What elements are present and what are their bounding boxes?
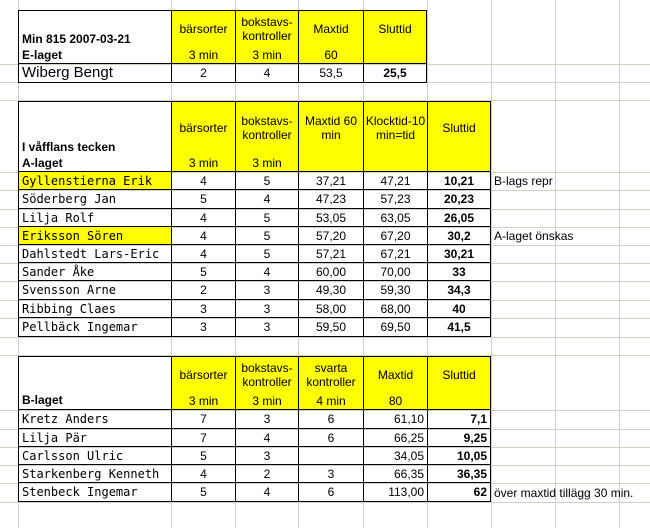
b-row-barsorter: 7 — [171, 410, 235, 429]
a-row-barsorter: 4 — [171, 227, 235, 245]
a-row-barsorter: 5 — [171, 263, 235, 281]
a-row-sluttid: 30,2 — [427, 227, 491, 245]
a-row-barsorter: 2 — [171, 281, 235, 300]
a-row-maxtid: 57,20 — [298, 227, 363, 245]
a-row-maxtid: 60,00 — [298, 263, 363, 281]
a-row-barsorter: 5 — [171, 190, 235, 209]
e-team-label: E-laget — [18, 46, 171, 64]
b-row-name: Starkenberg Kenneth — [18, 465, 171, 483]
b-row-name: Stenbeck Ingemar — [18, 483, 171, 502]
e-row-name: Wiberg Bengt — [18, 64, 171, 83]
a-sub-bokstav: 3 min — [235, 154, 298, 172]
e-row-barsorter: 2 — [171, 64, 235, 83]
a-row-sluttid: 41,5 — [427, 318, 491, 337]
b-row-maxtid: 61,10 — [363, 410, 427, 429]
a-row-name: Söderberg Jan — [18, 190, 171, 209]
b-sub-bokstav: 3 min — [235, 392, 298, 410]
a-row-name: Ribbing Claes — [18, 300, 171, 318]
a-row-sluttid: 26,05 — [427, 209, 491, 227]
b-header-svarta: svarta kontroller — [298, 356, 363, 392]
b-header-sluttid: Sluttid — [427, 356, 491, 392]
a-row-maxtid: 57,21 — [298, 245, 363, 263]
b-row-maxtid: 66,25 — [363, 429, 427, 447]
a-sub-maxtid — [298, 154, 363, 172]
a-row-bokstav: 5 — [235, 172, 298, 190]
e-sub-sluttid — [363, 46, 427, 64]
b-header-bokstav: bokstavs-kontroller — [235, 356, 298, 392]
a-row-name: Dahlstedt Lars-Eric — [18, 245, 171, 263]
e-sub-maxtid: 60 — [298, 46, 363, 64]
b-row-maxtid: 34,05 — [363, 447, 427, 465]
b-row-svarta: 6 — [298, 483, 363, 502]
a-header-sluttid: Sluttid — [427, 101, 491, 154]
a-row-klocktid: 70,00 — [363, 263, 427, 281]
b-row-svarta: 6 — [298, 429, 363, 447]
a-row-bokstav: 5 — [235, 227, 298, 245]
b-row-maxtid: 66,35 — [363, 465, 427, 483]
b-row-name: Lilja Pär — [18, 429, 171, 447]
e-section-title: Min 815 2007-03-21 — [18, 10, 171, 64]
a-row-barsorter: 4 — [171, 209, 235, 227]
a-section-title: I våfflans tecken — [18, 101, 171, 154]
b-row-name: Carlsson Ulric — [18, 447, 171, 465]
b-header-maxtid: Maxtid — [363, 356, 427, 392]
b-row-name: Kretz Anders — [18, 410, 171, 429]
e-header-barsorter: bärsorter — [171, 10, 235, 46]
a-row-bokstav: 3 — [235, 281, 298, 300]
b-row-sluttid: 9,25 — [427, 429, 491, 447]
a-team-label: A-laget — [18, 154, 171, 172]
e-header-sluttid: Sluttid — [363, 10, 427, 46]
a-row-maxtid: 59,50 — [298, 318, 363, 337]
a-row-klocktid: 63,05 — [363, 209, 427, 227]
a-row-bokstav: 5 — [235, 209, 298, 227]
a-row-maxtid: 37,21 — [298, 172, 363, 190]
b-row-sluttid: 7,1 — [427, 410, 491, 429]
b-row-barsorter: 5 — [171, 447, 235, 465]
a-row-name: Eriksson Sören — [18, 227, 171, 245]
a-row-bokstav: 4 — [235, 263, 298, 281]
a-sub-klocktid — [363, 154, 427, 172]
b-row-bokstav: 2 — [235, 465, 298, 483]
b-sub-barsorter: 3 min — [171, 392, 235, 410]
b-row-bokstav: 4 — [235, 483, 298, 502]
b-sub-sluttid — [427, 392, 491, 410]
b-sub-maxtid: 80 — [363, 392, 427, 410]
e-row-bokstav: 4 — [235, 64, 298, 83]
b-row-sluttid: 62 — [427, 483, 491, 502]
a-row-sluttid: 20,23 — [427, 190, 491, 209]
b-sub-svarta: 4 min — [298, 392, 363, 410]
a-row-klocktid: 67,21 — [363, 245, 427, 263]
a-header-barsorter: bärsorter — [171, 101, 235, 154]
b-row-barsorter: 5 — [171, 483, 235, 502]
a-row-klocktid: 67,20 — [363, 227, 427, 245]
a-row-name: Pellbäck Ingemar — [18, 318, 171, 337]
a-row-bokstav: 3 — [235, 318, 298, 337]
a-row-bokstav: 3 — [235, 300, 298, 318]
a-row-note: A-laget önskas — [494, 229, 574, 243]
b-row-note: över maxtid tillägg 30 min. — [494, 485, 634, 500]
a-row-sluttid: 10,21 — [427, 172, 491, 190]
e-sub-barsorter: 3 min — [171, 46, 235, 64]
a-header-klocktid: Klocktid-10 min=tid — [363, 101, 427, 154]
a-row-name: Lilja Rolf — [18, 209, 171, 227]
e-sub-bokstav: 3 min — [235, 46, 298, 64]
b-row-barsorter: 4 — [171, 465, 235, 483]
b-row-maxtid: 113,00 — [363, 483, 427, 502]
b-team-label: B-laget — [18, 356, 171, 410]
a-row-maxtid: 58,00 — [298, 300, 363, 318]
a-row-klocktid: 68,00 — [363, 300, 427, 318]
e-header-bokstav: bokstavs-kontroller — [235, 10, 298, 46]
a-row-klocktid: 57,23 — [363, 190, 427, 209]
a-row-bokstav: 5 — [235, 245, 298, 263]
a-header-maxtid: Maxtid 60 min — [298, 101, 363, 154]
a-row-barsorter: 3 — [171, 318, 235, 337]
a-row-note: B-lags repr — [494, 174, 553, 188]
a-row-klocktid: 47,21 — [363, 172, 427, 190]
b-row-sluttid: 36,35 — [427, 465, 491, 483]
b-row-bokstav: 4 — [235, 429, 298, 447]
b-row-bokstav: 3 — [235, 410, 298, 429]
a-row-name: Svensson Arne — [18, 281, 171, 300]
a-row-name: Gyllenstierna Erik — [18, 172, 171, 190]
e-row-sluttid: 25,5 — [363, 64, 427, 83]
a-row-name: Sander Åke — [18, 263, 171, 281]
b-row-svarta: 3 — [298, 465, 363, 483]
b-header-barsorter: bärsorter — [171, 356, 235, 392]
a-row-maxtid: 49,30 — [298, 281, 363, 300]
a-row-sluttid: 34,3 — [427, 281, 491, 300]
a-row-klocktid: 69,50 — [363, 318, 427, 337]
a-row-bokstav: 4 — [235, 190, 298, 209]
e-header-maxtid: Maxtid — [298, 10, 363, 46]
a-row-barsorter: 4 — [171, 172, 235, 190]
a-row-sluttid: 33 — [427, 263, 491, 281]
a-row-barsorter: 4 — [171, 245, 235, 263]
a-header-bokstav: bokstavs-kontroller — [235, 101, 298, 154]
b-row-svarta — [298, 447, 363, 465]
a-row-sluttid: 30,21 — [427, 245, 491, 263]
e-row-maxtid: 53,5 — [298, 64, 363, 83]
a-sub-barsorter: 3 min — [171, 154, 235, 172]
b-row-sluttid: 10,05 — [427, 447, 491, 465]
a-row-maxtid: 47,23 — [298, 190, 363, 209]
a-row-sluttid: 40 — [427, 300, 491, 318]
b-row-bokstav: 3 — [235, 447, 298, 465]
a-row-klocktid: 59,30 — [363, 281, 427, 300]
b-row-barsorter: 7 — [171, 429, 235, 447]
a-sub-sluttid — [427, 154, 491, 172]
a-row-maxtid: 53,05 — [298, 209, 363, 227]
a-row-barsorter: 3 — [171, 300, 235, 318]
b-row-svarta: 6 — [298, 410, 363, 429]
